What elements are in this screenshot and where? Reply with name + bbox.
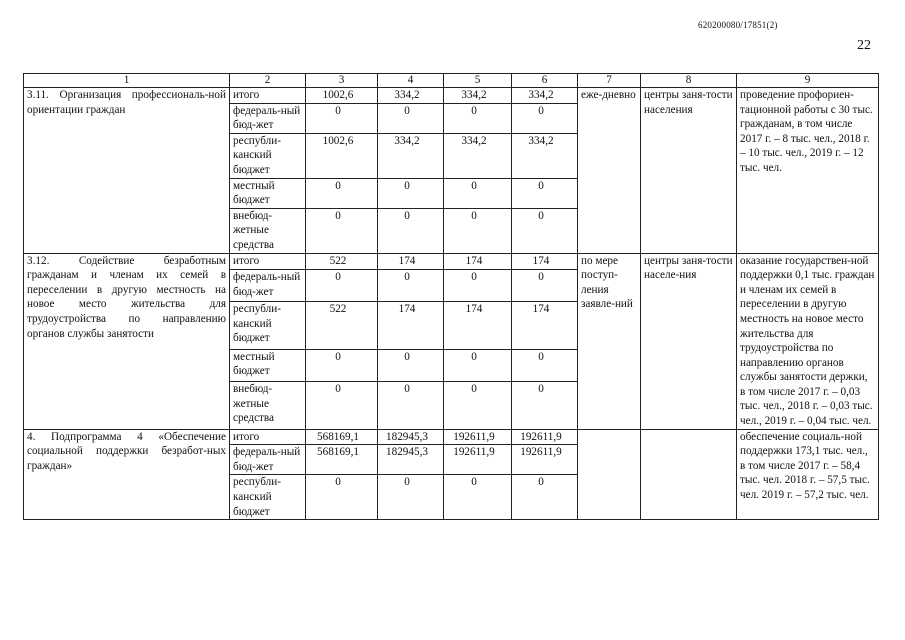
funding-source: итого — [230, 429, 306, 445]
expected-result: оказание государствен-ной поддержки 0,1 тыс. граждан и членам их семей в переселении в другую местность на новое место жительства для трудоустройства по направлению органов службы занятости держки, в том числе 2017 г. – 0,03 тыс. чел., 2018 г. – 0,03 тыс. чел., 2019 г. – 0,04 тыс. чел. — [737, 253, 879, 429]
funding-source: внебюд-жетные средства — [230, 208, 306, 253]
execution-period: по мере поступ-ления заявле-ний — [578, 253, 641, 429]
amount-cell: 334,2 — [378, 133, 444, 178]
amount-cell: 0 — [444, 178, 512, 208]
table-row — [24, 88, 879, 104]
amount-cell: 0 — [444, 381, 512, 429]
table-row — [24, 429, 879, 445]
funding-source: федераль-ный бюд-жет — [230, 103, 306, 133]
amount-cell: 568169,1 — [306, 429, 378, 445]
amount-cell: 1002,6 — [306, 133, 378, 178]
amount-cell: 334,2 — [378, 88, 444, 104]
amount-cell: 334,2 — [512, 88, 578, 104]
funding-source: местный бюджет — [230, 178, 306, 208]
column-header: 3 — [306, 74, 378, 88]
amount-cell: 0 — [378, 349, 444, 381]
measure-name: 4. Подпрограмма 4 «Обеспечение социальной поддержки безработ-ных граждан» — [24, 429, 230, 520]
amount-cell: 174 — [378, 302, 444, 350]
executor: центры заня-тости населе-ния — [641, 253, 737, 429]
page-number: 22 — [857, 38, 871, 53]
funding-source: республи-канский бюджет — [230, 475, 306, 520]
column-header: 7 — [578, 74, 641, 88]
amount-cell: 174 — [512, 253, 578, 270]
amount-cell: 0 — [444, 349, 512, 381]
measure-name: 3.11. Организация профессиональ-ной ориентации граждан — [24, 88, 230, 254]
amount-cell: 0 — [378, 103, 444, 133]
amount-cell: 334,2 — [512, 133, 578, 178]
execution-period: еже-дневно — [578, 88, 641, 254]
column-header: 8 — [641, 74, 737, 88]
amount-cell: 0 — [306, 208, 378, 253]
amount-cell: 0 — [512, 349, 578, 381]
column-header-row — [24, 74, 879, 88]
amount-cell: 182945,3 — [378, 429, 444, 445]
amount-cell: 0 — [306, 349, 378, 381]
amount-cell: 174 — [378, 253, 444, 270]
amount-cell: 0 — [378, 208, 444, 253]
funding-source: республи-канский бюджет — [230, 133, 306, 178]
amount-cell: 0 — [378, 381, 444, 429]
amount-cell: 192611,9 — [512, 445, 578, 475]
expected-result: проведение профориен-тационной работы с 30 тыс. гражданам, в том числе 2017 г. – 8 тыс. чел., 2018 г. – 10 тыс. чел., 2019 г. – 12 тыс. чел. — [737, 88, 879, 254]
amount-cell: 1002,6 — [306, 88, 378, 104]
amount-cell: 0 — [306, 103, 378, 133]
amount-cell: 0 — [444, 270, 512, 302]
amount-cell: 0 — [444, 208, 512, 253]
executor: центры заня-тости населения — [641, 88, 737, 254]
amount-cell: 0 — [378, 270, 444, 302]
document-id: 620200080/17851(2) — [698, 20, 778, 30]
column-header: 4 — [378, 74, 444, 88]
funding-source: итого — [230, 88, 306, 104]
funding-source: федераль-ный бюд-жет — [230, 270, 306, 302]
executor — [641, 429, 737, 520]
amount-cell: 174 — [444, 253, 512, 270]
funding-source: внебюд-жетные средства — [230, 381, 306, 429]
amount-cell: 0 — [512, 381, 578, 429]
amount-cell: 334,2 — [444, 133, 512, 178]
amount-cell: 192611,9 — [444, 429, 512, 445]
amount-cell: 174 — [444, 302, 512, 350]
column-header: 9 — [737, 74, 879, 88]
amount-cell: 0 — [306, 381, 378, 429]
amount-cell: 522 — [306, 253, 378, 270]
amount-cell: 192611,9 — [512, 429, 578, 445]
amount-cell: 0 — [306, 270, 378, 302]
funding-source: федераль-ный бюд-жет — [230, 445, 306, 475]
funding-source: итого — [230, 253, 306, 270]
amount-cell: 568169,1 — [306, 445, 378, 475]
amount-cell: 522 — [306, 302, 378, 350]
funding-source: республи-канский бюджет — [230, 302, 306, 350]
amount-cell: 0 — [306, 475, 378, 520]
column-header: 6 — [512, 74, 578, 88]
amount-cell: 192611,9 — [444, 445, 512, 475]
amount-cell: 0 — [306, 178, 378, 208]
amount-cell: 0 — [444, 475, 512, 520]
amount-cell: 174 — [512, 302, 578, 350]
amount-cell: 0 — [512, 208, 578, 253]
amount-cell: 0 — [512, 178, 578, 208]
amount-cell: 0 — [378, 475, 444, 520]
amount-cell: 0 — [378, 178, 444, 208]
column-header: 2 — [230, 74, 306, 88]
funding-source: местный бюджет — [230, 349, 306, 381]
amount-cell: 0 — [512, 475, 578, 520]
column-header: 1 — [24, 74, 230, 88]
amount-cell: 182945,3 — [378, 445, 444, 475]
measure-name: 3.12. Содействие безработным гражданам и членам их семей в переселении в другую местность на новое место жительства для трудоустройства по направлению органов службы занятости — [24, 253, 230, 429]
table-row — [24, 253, 879, 270]
budget-table — [23, 73, 879, 520]
expected-result: обеспечение социаль-ной поддержки 173,1 тыс. чел., в том числе 2017 г. – 58,4 тыс. чел. 2018 г. – 57,5 тыс. чел. 2019 г. – 57,2 тыс. чел. — [737, 429, 879, 520]
amount-cell: 0 — [444, 103, 512, 133]
execution-period — [578, 429, 641, 520]
amount-cell: 0 — [512, 270, 578, 302]
amount-cell: 0 — [512, 103, 578, 133]
amount-cell: 334,2 — [444, 88, 512, 104]
column-header: 5 — [444, 74, 512, 88]
